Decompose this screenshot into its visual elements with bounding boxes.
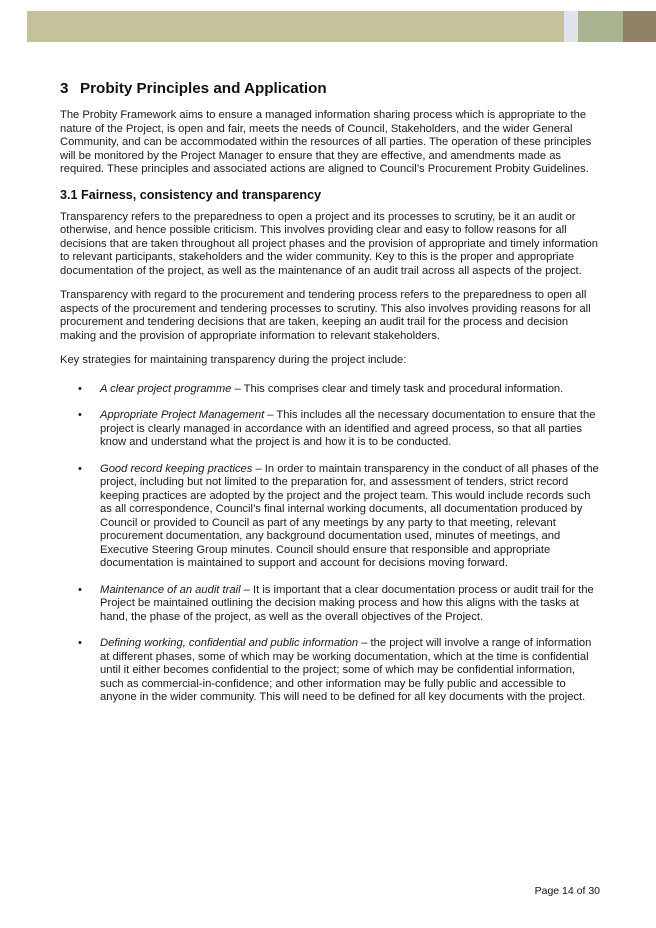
strategy-text: – It is important that a clear documentation process or audit trail for the Project be maintained outlining the decision making process and how this aligns with the tasks at hand, the phase of the project, as well as the overall objectives of the Project. (100, 583, 594, 623)
strategy-text: – the project will involve a range of information at different phases, some of which may be working documentation, which at the time is confidential until it either becomes confidential to the project; some of which may be confidential information, such as commercial-in-confidence; and other information may be fully public and accessible to anyone in the wider community. This will need to be defined for all key documents with the project. (100, 637, 592, 703)
bullet-icon: • (78, 462, 82, 475)
strategy-term: Appropriate Project Management (100, 409, 265, 421)
bullet-icon: • (78, 583, 82, 596)
bullet-icon: • (78, 409, 82, 421)
banner-main-bar (27, 11, 564, 42)
section-heading (60, 80, 600, 97)
strategy-text: – This comprises clear and timely task and procedural information. (231, 382, 564, 395)
strategy-term: Good record keeping practices (100, 462, 253, 475)
banner-brown-block (623, 11, 656, 42)
page-content (60, 80, 600, 718)
page-number: Page 14 of 30 (534, 885, 600, 897)
strategy-term: Defining working, confidential and public information (100, 637, 359, 649)
strategies-intro: Key strategies for maintaining transparency during the project include: (60, 354, 407, 366)
transparency-paragraph-2: Transparency with regard to the procurement and tendering process refers to the preparedness to open all aspects of the procurement and tendering processes to scrutiny. This also involves providing reasons for all procurement and tendering decisions that are taken, keeping an audit trail for the process and decision making and the provision of appropriate information to relevant stakeholders. (60, 289, 591, 342)
banner-blue-block (564, 11, 578, 42)
strategy-term: A clear project programme (100, 382, 232, 395)
strategy-text: – In order to maintain transparency in the conduct of all phases of the project, including but not limited to the preparation for, and assessment of tenders, strict record keeping practices are adopted by the project and the project team. This would include records such as all correspondence, Council’s final internal working documents, all documentation produced by Council or provided to Council as part of any meetings by any party to that meeting, relevant procurement documentation, any background documentation used, minutes of meetings, and Executive Steering Group minutes. Council should ensure that responsible and appropriate documentation is maintained to support and account for decisions moving forward. (100, 462, 599, 569)
subsection-heading: 3.1 Fairness, consistency and transparency (60, 187, 322, 202)
list-item (60, 383, 600, 397)
list-item (60, 463, 600, 571)
list-item (60, 637, 600, 705)
strategy-term: Maintenance of an audit trail (100, 583, 241, 596)
bullet-icon: • (78, 637, 82, 649)
section-number: 3 (60, 80, 69, 97)
bullet-icon: • (78, 382, 82, 395)
header-banner (0, 11, 656, 42)
banner-green-block (578, 11, 623, 42)
list-item (60, 409, 600, 450)
strategy-text: – This includes all the necessary documentation to ensure that the project is clearly managed in accordance with an identified and agreed process, so that all parties know and understand what the project is and how it is to be conducted. (100, 409, 596, 448)
section-intro-paragraph: The Probity Framework aims to ensure a managed information sharing process which is appropriate to the nature of the Project, is open and fair, meets the needs of Council, Stakeholders, and the wider General Community, and can be accommodated within the resources of all parties. The operation of these principles will be monitored by the Project Manager to ensure that they are effective, and amendments made as required. These principles and associated actions are aligned to Council’s Procurement Probity Guidelines. (60, 109, 592, 175)
transparency-paragraph-1: Transparency refers to the preparedness to open a project and its processes to scrutiny, be it an audit or otherwise, and hence possible criticism. This involves providing clear and easy to follow reasons for all decisions that are taken throughout all project phases and the provision of appropriate and timely information to relevant participants, stakeholders and the wider community. Key to this is the proper and appropriate documentation of the project, as well as the maintenance of an audit trail across all aspects of the project. (60, 210, 598, 277)
strategies-list (60, 383, 600, 705)
section-title: Probity Principles and Application (80, 80, 327, 97)
list-item (60, 584, 600, 625)
